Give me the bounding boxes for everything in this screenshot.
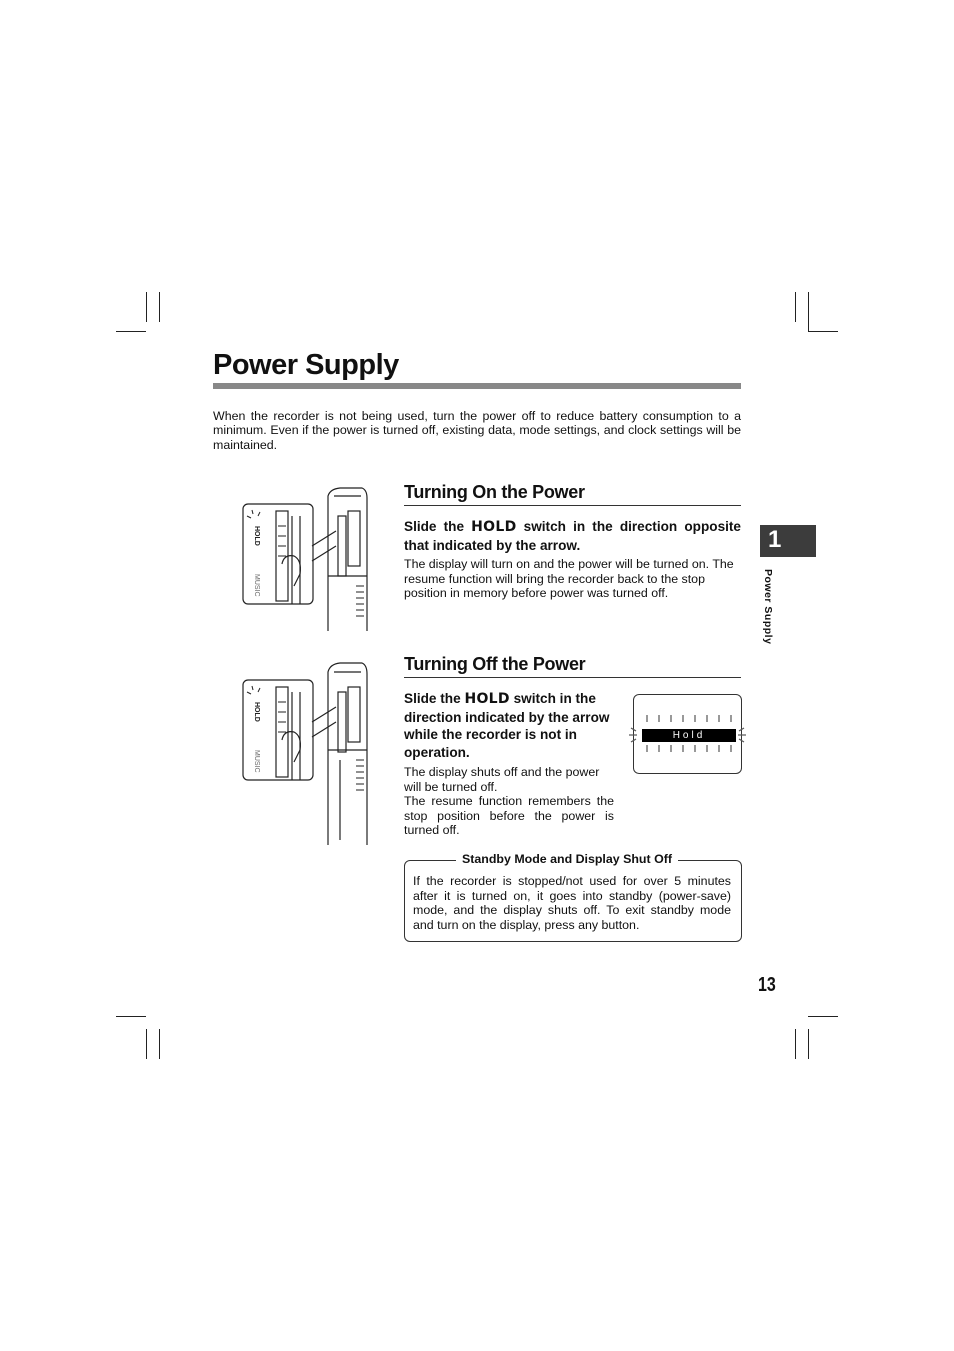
instruction-text-post: switch in the direction opposite that indicated by the arrow.: [404, 519, 741, 553]
recorder-illustration-power-off: [240, 660, 372, 850]
instruction-text-pre: Slide the: [404, 519, 472, 534]
turning-off-body-2: The resume function remembers the stop position before the power is turned off.: [404, 794, 614, 837]
lcd-hold-text: Hold: [642, 729, 736, 742]
hold-switch-label: HOLD: [464, 691, 510, 707]
page-number: 13: [758, 974, 776, 996]
turning-on-instruction: [404, 518, 741, 554]
side-section-label: Power Supply: [762, 569, 774, 645]
instruction-text-post: switch in the direction indicated by the arrow while the recorder is not in operation.: [404, 691, 610, 760]
hold-switch-label: HOLD: [471, 519, 517, 535]
standby-note-text: If the recorder is stopped/not used for over 5 minutes after it is turned on, it goes into standby (power-save) mode, and the display shuts off. To exit standby mode and turn on the display, press any button.: [413, 874, 731, 932]
chapter-number: 1: [768, 526, 782, 553]
standby-note-title: Standby Mode and Display Shut Off: [456, 852, 678, 866]
page-title: Power Supply: [213, 349, 399, 381]
turning-on-heading: Turning On the Power: [404, 482, 585, 502]
intro-paragraph: When the recorder is not being used, turn the power off to reduce battery consumption to a minimum. Even if the power is turned off, existing data, mode settings, and clock settings will be maintained.: [213, 409, 741, 452]
turning-off-instruction: [404, 690, 616, 761]
title-underline-bar: [213, 383, 741, 389]
music-switch-text: MUSIC: [253, 750, 260, 773]
turning-off-body-1: The display shuts off and the power will be turned off.: [404, 765, 600, 794]
hold-switch-text: HOLD: [253, 526, 260, 546]
turning-off-heading: Turning Off the Power: [404, 654, 586, 674]
recorder-illustration-power-on: [240, 486, 372, 634]
turning-on-body: The display will turn on and the power will be turned on. The resume function will bring the recorder back to the stop position in memory before power was turned off.: [404, 557, 734, 600]
hold-switch-text: HOLD: [253, 702, 260, 722]
turning-off-rule: [404, 677, 741, 678]
instruction-text-pre: Slide the: [404, 691, 465, 706]
turning-on-rule: [404, 505, 741, 506]
music-switch-text: MUSIC: [253, 574, 260, 597]
